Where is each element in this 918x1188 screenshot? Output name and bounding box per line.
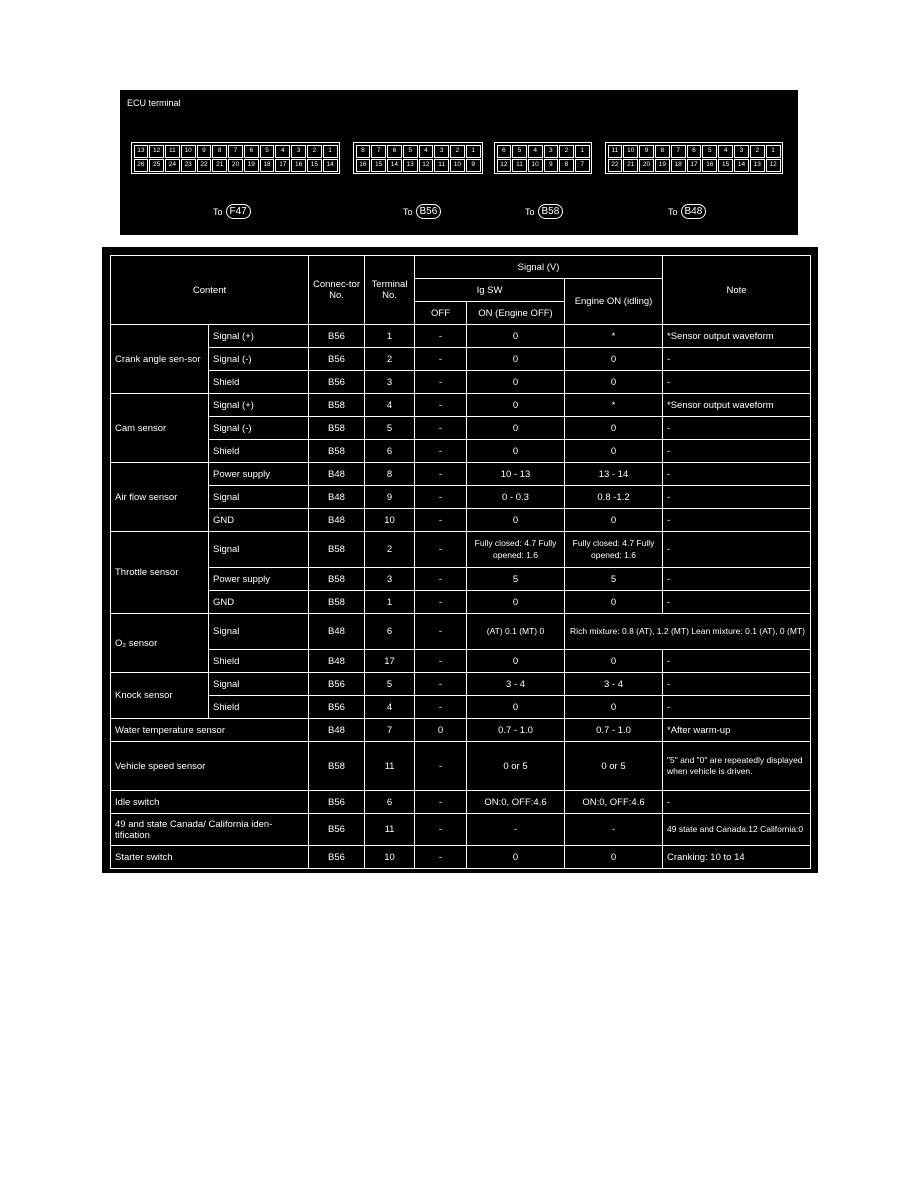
group-name-cell: Crank angle sen-sor xyxy=(111,325,209,394)
engine-on-cell: 0 xyxy=(565,509,663,532)
connector-cell: B56 xyxy=(309,371,365,394)
group-name-cell: O₂ sensor xyxy=(111,614,209,673)
engine-on-cell: ON:0, OFF:4.6 xyxy=(565,791,663,814)
terminal-pin: 5 xyxy=(702,145,717,158)
header-signal: Signal (V) xyxy=(415,256,663,279)
connector-cell: B48 xyxy=(309,463,365,486)
item-name-cell: 49 and state Canada/ California iden-tification xyxy=(111,814,309,846)
off-cell: - xyxy=(415,614,467,650)
table-row xyxy=(111,814,811,846)
item-name-cell: Idle switch xyxy=(111,791,309,814)
off-cell: - xyxy=(415,814,467,846)
header-note: Note xyxy=(663,256,811,325)
terminal-cell: 2 xyxy=(365,348,415,371)
subitem-cell: Shield xyxy=(209,371,309,394)
header-connector: Connec-tor No. xyxy=(309,256,365,325)
terminal-pin: 11 xyxy=(608,145,623,158)
terminal-pin: 1 xyxy=(466,145,481,158)
pin-grid xyxy=(496,144,590,172)
subitem-cell: GND xyxy=(209,591,309,614)
engine-on-cell: 0 xyxy=(565,696,663,719)
connector-cell: B48 xyxy=(309,650,365,673)
group-name-cell: Air flow sensor xyxy=(111,463,209,532)
engine-on-cell: 0.7 - 1.0 xyxy=(565,719,663,742)
on-engine-off-cell: 0 xyxy=(467,591,565,614)
terminal-pin: 13 xyxy=(403,159,418,172)
subitem-cell: Shield xyxy=(209,650,309,673)
note-cell: - xyxy=(663,463,811,486)
on-engine-off-cell: Fully closed: 4.7 Fully opened: 1.6 xyxy=(467,532,565,568)
header-off: OFF xyxy=(415,302,467,325)
subitem-cell: Signal (-) xyxy=(209,417,309,440)
connector-cell: B48 xyxy=(309,486,365,509)
terminal-cell: 3 xyxy=(365,371,415,394)
note-cell: - xyxy=(663,348,811,371)
terminal-pin: 2 xyxy=(750,145,765,158)
terminal-pin: 11 xyxy=(434,159,449,172)
note-cell: - xyxy=(663,371,811,394)
terminal-pin: 1 xyxy=(323,145,338,158)
terminal-cell: 5 xyxy=(365,673,415,696)
to-label-f47 xyxy=(213,204,251,219)
table-row xyxy=(111,348,811,371)
connector-cell: B56 xyxy=(309,673,365,696)
ecu-terminal-diagram xyxy=(120,90,798,235)
terminal-pin: 20 xyxy=(228,159,243,172)
note-cell: - xyxy=(663,591,811,614)
item-name-cell: Starter switch xyxy=(111,846,309,869)
to-text: To xyxy=(525,206,535,217)
terminal-pin: 15 xyxy=(718,159,733,172)
terminal-pin: 4 xyxy=(718,145,733,158)
terminal-pin: 6 xyxy=(497,145,512,158)
terminal-pin: 22 xyxy=(197,159,212,172)
connector-f47 xyxy=(131,142,340,174)
connector-cell: B56 xyxy=(309,814,365,846)
on-engine-off-cell: - xyxy=(467,814,565,846)
connector-cell: B48 xyxy=(309,719,365,742)
table-row xyxy=(111,742,811,791)
terminal-pin: 16 xyxy=(291,159,306,172)
terminal-pin: 17 xyxy=(275,159,290,172)
terminal-pin: 18 xyxy=(260,159,275,172)
to-label-b56 xyxy=(403,204,441,219)
connector-id-b58: B58 xyxy=(538,204,564,219)
terminal-pin: 14 xyxy=(323,159,338,172)
terminal-cell: 11 xyxy=(365,742,415,791)
terminal-pin: 3 xyxy=(734,145,749,158)
table-row xyxy=(111,532,811,568)
terminal-pin: 9 xyxy=(197,145,212,158)
subitem-cell: Signal (-) xyxy=(209,348,309,371)
terminal-pin: 2 xyxy=(559,145,574,158)
terminal-pin: 1 xyxy=(575,145,590,158)
terminal-cell: 4 xyxy=(365,394,415,417)
ecu-terminal-title: ECU terminal xyxy=(127,98,181,108)
connector-cell: B58 xyxy=(309,742,365,791)
on-engine-off-cell: 3 - 4 xyxy=(467,673,565,696)
off-cell: - xyxy=(415,417,467,440)
table-row xyxy=(111,791,811,814)
on-engine-off-cell: 0 xyxy=(467,509,565,532)
terminal-pin: 19 xyxy=(655,159,670,172)
table-row xyxy=(111,696,811,719)
connector-cell: B48 xyxy=(309,509,365,532)
note-cell: - xyxy=(663,673,811,696)
terminal-pin: 23 xyxy=(181,159,196,172)
terminal-pin: 15 xyxy=(307,159,322,172)
off-cell: - xyxy=(415,742,467,791)
terminal-pin: 19 xyxy=(244,159,259,172)
terminal-pin: 21 xyxy=(212,159,227,172)
connector-cell: B58 xyxy=(309,417,365,440)
subitem-cell: Signal (+) xyxy=(209,325,309,348)
note-cell: - xyxy=(663,650,811,673)
terminal-pin: 12 xyxy=(497,159,512,172)
terminal-cell: 6 xyxy=(365,791,415,814)
terminal-pin: 20 xyxy=(639,159,654,172)
table-row xyxy=(111,325,811,348)
to-label-b48 xyxy=(668,204,706,219)
on-engine-off-cell: 0 xyxy=(467,348,565,371)
terminal-cell: 10 xyxy=(365,846,415,869)
table-row xyxy=(111,509,811,532)
off-cell: - xyxy=(415,591,467,614)
terminal-pin: 10 xyxy=(181,145,196,158)
subitem-cell: Signal xyxy=(209,614,309,650)
subitem-cell: Shield xyxy=(209,440,309,463)
subitem-cell: GND xyxy=(209,509,309,532)
subitem-cell: Signal xyxy=(209,673,309,696)
terminal-pin: 5 xyxy=(512,145,527,158)
terminal-pin: 8 xyxy=(559,159,574,172)
terminal-pin: 3 xyxy=(544,145,559,158)
off-cell: - xyxy=(415,650,467,673)
group-name-cell: Throttle sensor xyxy=(111,532,209,614)
off-cell: - xyxy=(415,348,467,371)
connector-cell: B56 xyxy=(309,325,365,348)
connector-cell: B48 xyxy=(309,614,365,650)
to-text: To xyxy=(668,206,678,217)
header-on-engine-off: ON (Engine OFF) xyxy=(467,302,565,325)
engine-on-cell: 0 xyxy=(565,591,663,614)
on-engine-off-cell: 0 xyxy=(467,371,565,394)
terminal-pin: 12 xyxy=(766,159,781,172)
connector-b56 xyxy=(353,142,483,174)
terminal-pin: 4 xyxy=(528,145,543,158)
connector-cell: B58 xyxy=(309,591,365,614)
on-engine-off-cell: 0 - 0.3 xyxy=(467,486,565,509)
terminal-cell: 9 xyxy=(365,486,415,509)
note-cell: *After warm-up xyxy=(663,719,811,742)
connector-id-b56: B56 xyxy=(416,204,442,219)
terminal-cell: 2 xyxy=(365,532,415,568)
off-cell: - xyxy=(415,791,467,814)
terminal-pin: 9 xyxy=(639,145,654,158)
terminal-cell: 7 xyxy=(365,719,415,742)
subitem-cell: Shield xyxy=(209,696,309,719)
terminal-pin: 24 xyxy=(165,159,180,172)
table-body xyxy=(111,325,811,869)
terminal-pin: 21 xyxy=(623,159,638,172)
terminal-pin: 7 xyxy=(371,145,386,158)
header-engine-on: Engine ON (idling) xyxy=(565,279,663,325)
terminal-cell: 4 xyxy=(365,696,415,719)
engine-on-cell: 5 xyxy=(565,568,663,591)
off-cell: - xyxy=(415,696,467,719)
item-name-cell: Vehicle speed sensor xyxy=(111,742,309,791)
subitem-cell: Power supply xyxy=(209,463,309,486)
subitem-cell: Signal (+) xyxy=(209,394,309,417)
terminal-pin: 12 xyxy=(149,145,164,158)
terminal-pin: 9 xyxy=(544,159,559,172)
on-engine-off-cell: 0 or 5 xyxy=(467,742,565,791)
off-cell: - xyxy=(415,463,467,486)
note-cell: - xyxy=(663,417,811,440)
connector-cell: B58 xyxy=(309,532,365,568)
note-cell: "5" and "0" are repeatedly displayed when vehicle is driven. xyxy=(663,742,811,791)
table-row xyxy=(111,719,811,742)
note-cell: - xyxy=(663,532,811,568)
on-engine-off-cell: 0 xyxy=(467,325,565,348)
table-row xyxy=(111,846,811,869)
terminal-cell: 17 xyxy=(365,650,415,673)
connector-b58 xyxy=(494,142,592,174)
pin-grid xyxy=(355,144,481,172)
terminal-pin: 8 xyxy=(212,145,227,158)
engine-on-cell: 0 xyxy=(565,417,663,440)
terminal-pin: 22 xyxy=(608,159,623,172)
connector-b48 xyxy=(605,142,783,174)
terminal-pin: 5 xyxy=(260,145,275,158)
table-row xyxy=(111,673,811,696)
engine-on-cell: 0 xyxy=(565,846,663,869)
terminal-pin: 2 xyxy=(307,145,322,158)
terminal-pin: 3 xyxy=(291,145,306,158)
terminal-pin: 13 xyxy=(134,145,149,158)
engine-on-cell: * xyxy=(565,394,663,417)
on-engine-off-cell: 0 xyxy=(467,394,565,417)
connector-cell: B58 xyxy=(309,394,365,417)
connector-id-b48: B48 xyxy=(681,204,707,219)
group-name-cell: Cam sensor xyxy=(111,394,209,463)
note-cell: - xyxy=(663,440,811,463)
on-engine-off-cell: 0 xyxy=(467,696,565,719)
table-row xyxy=(111,440,811,463)
on-engine-off-cell: ON:0, OFF:4.6 xyxy=(467,791,565,814)
note-cell: - xyxy=(663,791,811,814)
terminal-pin: 7 xyxy=(228,145,243,158)
engine-on-cell: 13 - 14 xyxy=(565,463,663,486)
table-row xyxy=(111,463,811,486)
terminal-pin: 16 xyxy=(702,159,717,172)
table-row xyxy=(111,417,811,440)
terminal-cell: 6 xyxy=(365,440,415,463)
terminal-pin: 4 xyxy=(275,145,290,158)
connector-cell: B58 xyxy=(309,440,365,463)
note-cell: - xyxy=(663,486,811,509)
terminal-pin: 14 xyxy=(387,159,402,172)
table-row xyxy=(111,614,811,650)
terminal-pin: 10 xyxy=(528,159,543,172)
terminal-pin: 11 xyxy=(165,145,180,158)
terminal-pin: 18 xyxy=(671,159,686,172)
on-engine-off-cell: 5 xyxy=(467,568,565,591)
signal-table xyxy=(110,255,811,869)
terminal-pin: 25 xyxy=(149,159,164,172)
note-cell: *Sensor output waveform xyxy=(663,394,811,417)
engine-on-cell: 0 xyxy=(565,371,663,394)
engine-on-cell: 0 xyxy=(565,348,663,371)
item-name-cell: Water temperature sensor xyxy=(111,719,309,742)
terminal-pin: 15 xyxy=(371,159,386,172)
off-cell: - xyxy=(415,440,467,463)
terminal-cell: 5 xyxy=(365,417,415,440)
terminal-pin: 1 xyxy=(766,145,781,158)
terminal-pin: 10 xyxy=(450,159,465,172)
terminal-cell: 8 xyxy=(365,463,415,486)
off-cell: - xyxy=(415,568,467,591)
header-ig-sw: Ig SW xyxy=(415,279,565,302)
note-cell: - xyxy=(663,509,811,532)
terminal-cell: 6 xyxy=(365,614,415,650)
connector-cell: B56 xyxy=(309,696,365,719)
terminal-pin: 17 xyxy=(687,159,702,172)
terminal-pin: 13 xyxy=(750,159,765,172)
connector-cell: B56 xyxy=(309,791,365,814)
connector-cell: B56 xyxy=(309,348,365,371)
terminal-pin: 10 xyxy=(623,145,638,158)
note-cell: *Sensor output waveform xyxy=(663,325,811,348)
table-row xyxy=(111,394,811,417)
group-name-cell: Knock sensor xyxy=(111,673,209,719)
engine-on-cell: 0 or 5 xyxy=(565,742,663,791)
terminal-pin: 7 xyxy=(575,159,590,172)
terminal-pin: 9 xyxy=(466,159,481,172)
terminal-pin: 5 xyxy=(403,145,418,158)
on-engine-off-cell: 10 - 13 xyxy=(467,463,565,486)
engine-on-cell: 0 xyxy=(565,650,663,673)
terminal-pin: 16 xyxy=(356,159,371,172)
note-cell: - xyxy=(663,568,811,591)
terminal-pin: 6 xyxy=(244,145,259,158)
pin-grid xyxy=(607,144,781,172)
terminal-pin: 3 xyxy=(434,145,449,158)
terminal-pin: 6 xyxy=(687,145,702,158)
table-row xyxy=(111,568,811,591)
on-engine-off-cell: 0 xyxy=(467,440,565,463)
header-terminal: Terminal No. xyxy=(365,256,415,325)
header-content: Content xyxy=(111,256,309,325)
off-cell: - xyxy=(415,394,467,417)
table-row xyxy=(111,371,811,394)
to-label-b58 xyxy=(525,204,563,219)
table-row xyxy=(111,650,811,673)
engine-on-cell: 0.8 -1.2 xyxy=(565,486,663,509)
terminal-pin: 2 xyxy=(450,145,465,158)
terminal-cell: 11 xyxy=(365,814,415,846)
engine-on-cell: - xyxy=(565,814,663,846)
terminal-pin: 6 xyxy=(387,145,402,158)
on-engine-off-cell: 0.7 - 1.0 xyxy=(467,719,565,742)
engine-on-cell: 3 - 4 xyxy=(565,673,663,696)
terminal-cell: 10 xyxy=(365,509,415,532)
engine-on-cell: * xyxy=(565,325,663,348)
engine-on-note-combined-cell: Rich mixture: 0.8 (AT), 1.2 (MT) Lean mixture: 0.1 (AT), 0 (MT) xyxy=(565,614,811,650)
to-text: To xyxy=(403,206,413,217)
signal-table-panel xyxy=(102,247,818,873)
engine-on-cell: 0 xyxy=(565,440,663,463)
terminal-cell: 3 xyxy=(365,568,415,591)
off-cell: - xyxy=(415,325,467,348)
terminal-pin: 8 xyxy=(356,145,371,158)
terminal-pin: 4 xyxy=(419,145,434,158)
terminal-pin: 11 xyxy=(512,159,527,172)
on-engine-off-cell: 0 xyxy=(467,417,565,440)
subitem-cell: Power supply xyxy=(209,568,309,591)
off-cell: - xyxy=(415,846,467,869)
connector-cell: B58 xyxy=(309,568,365,591)
subitem-cell: Signal xyxy=(209,532,309,568)
pin-grid xyxy=(133,144,338,172)
off-cell: - xyxy=(415,486,467,509)
terminal-cell: 1 xyxy=(365,591,415,614)
on-engine-off-cell: 0 xyxy=(467,650,565,673)
note-cell: Cranking: 10 to 14 xyxy=(663,846,811,869)
header-row xyxy=(111,256,811,279)
connector-id-f47: F47 xyxy=(226,204,251,219)
off-cell: - xyxy=(415,532,467,568)
note-cell: 49 state and Canada:12 California:0 xyxy=(663,814,811,846)
terminal-pin: 12 xyxy=(419,159,434,172)
terminal-cell: 1 xyxy=(365,325,415,348)
terminal-pin: 7 xyxy=(671,145,686,158)
table-row xyxy=(111,591,811,614)
table-row xyxy=(111,486,811,509)
on-engine-off-cell: (AT) 0.1 (MT) 0 xyxy=(467,614,565,650)
off-cell: - xyxy=(415,673,467,696)
engine-on-cell: Fully closed: 4.7 Fully opened: 1.6 xyxy=(565,532,663,568)
off-cell: - xyxy=(415,509,467,532)
note-cell: - xyxy=(663,696,811,719)
subitem-cell: Signal xyxy=(209,486,309,509)
on-engine-off-cell: 0 xyxy=(467,846,565,869)
terminal-pin: 26 xyxy=(134,159,149,172)
off-cell: 0 xyxy=(415,719,467,742)
to-text: To xyxy=(213,206,223,217)
terminal-pin: 8 xyxy=(655,145,670,158)
off-cell: - xyxy=(415,371,467,394)
connector-cell: B56 xyxy=(309,846,365,869)
terminal-pin: 14 xyxy=(734,159,749,172)
